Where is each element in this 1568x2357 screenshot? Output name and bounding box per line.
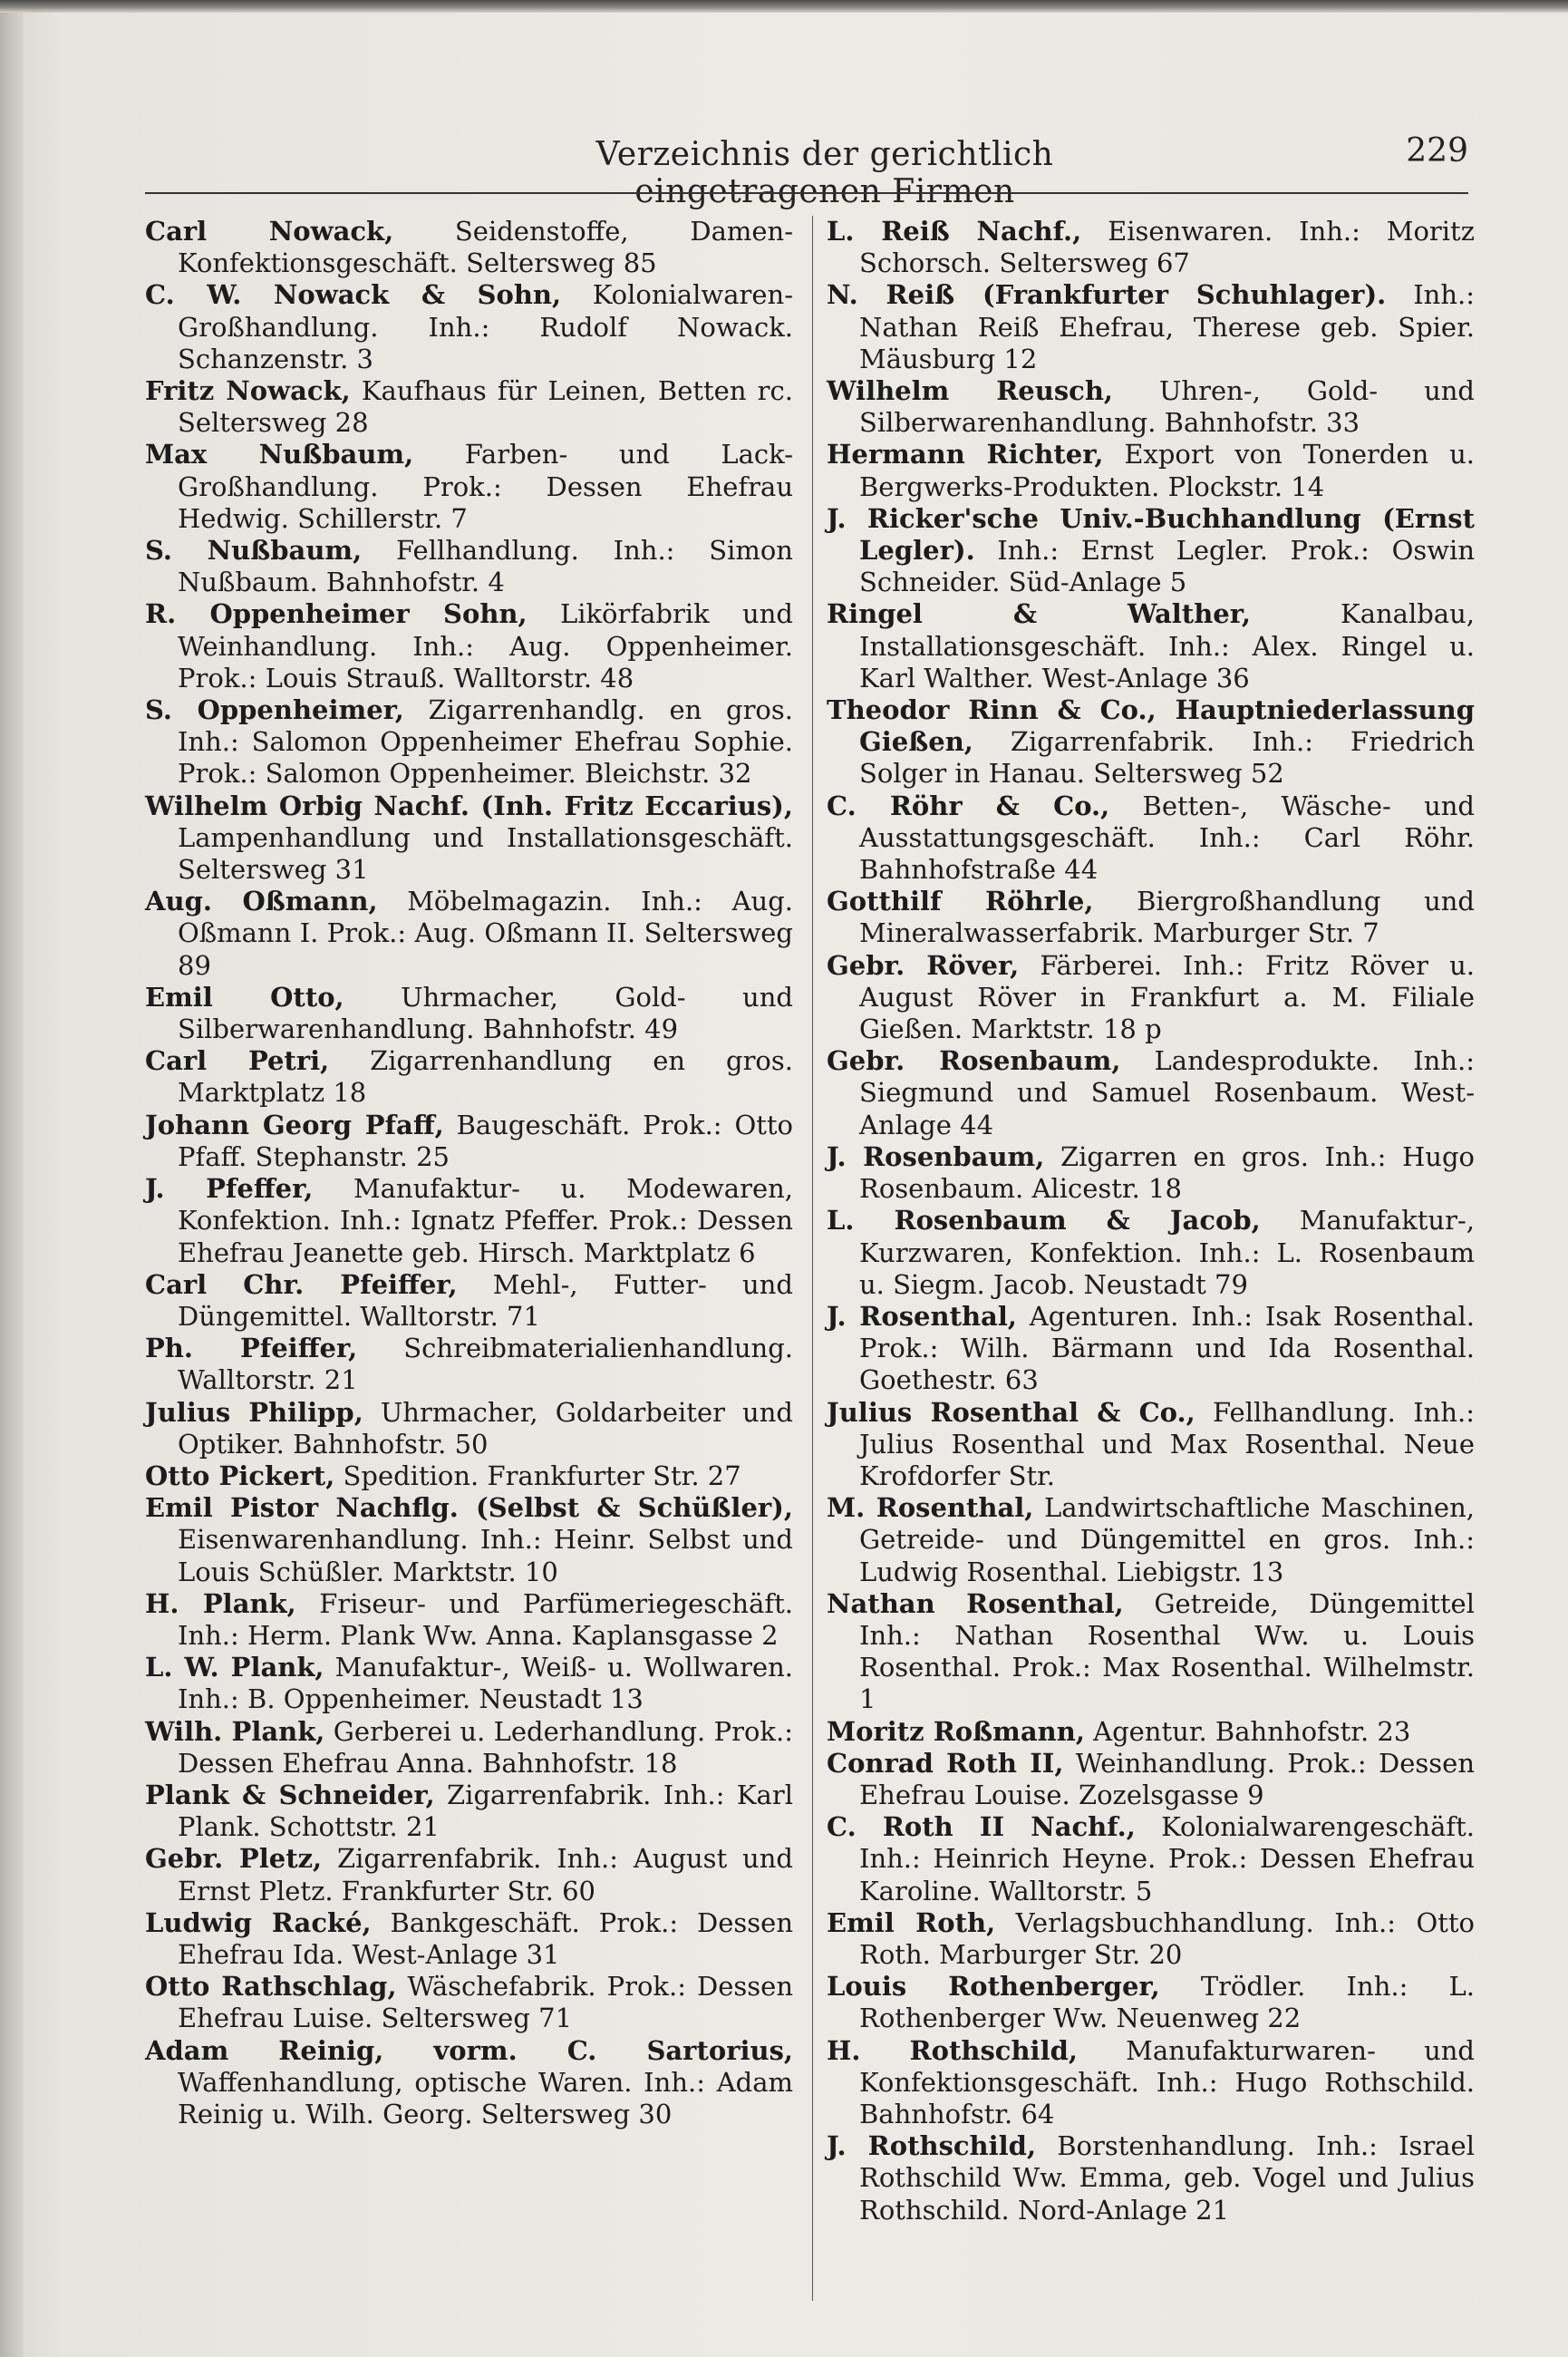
firm-name: J. Pfeffer,: [145, 1173, 314, 1205]
firm-entry: [827, 375, 1475, 439]
firm-entry: [827, 2130, 1475, 2226]
firm-entry: [827, 503, 1475, 599]
firm-name: L. W. Plank,: [145, 1652, 324, 1683]
firm-details: Zigarrenhandlg. en gros. Inh.: Salomon Oppenheimer Ehefrau Sophie. Prok.: Salomon Oppenheimer. Bleichstr. 32: [178, 694, 793, 790]
firm-name: Aug. Oßmann,: [145, 886, 378, 917]
firm-name: L. Rosenbaum & Jacob,: [827, 1205, 1261, 1237]
firm-details: Kolonialwarengeschäft. Inh.: Heinrich Heyne. Prok.: Dessen Ehefrau Karoline. Walltorstr. 5: [859, 1811, 1475, 1906]
firm-entry: [145, 1780, 793, 1843]
firm-details: Baugeschäft. Prok.: Otto Pfaff. Stephanstr. 25: [178, 1109, 793, 1172]
firm-entry: [827, 694, 1475, 791]
firm-entry: [827, 1811, 1475, 1907]
firm-details: Eisenwarenhandlung. Inh.: Heinr. Selbst und Louis Schüßler. Marktstr. 10: [178, 1524, 793, 1587]
firm-entry: [827, 439, 1475, 502]
firm-name: Emil Otto,: [145, 981, 344, 1013]
firm-details: Getreide, Düngemittel Inh.: Nathan Rosenthal Ww. u. Louis Rosenthal. Prok.: Max Rosenthal. Wilhelmstr. 1: [859, 1587, 1475, 1715]
firm-entry: [145, 1843, 793, 1906]
firm-entry: [827, 950, 1475, 1046]
firm-details: Manufakturwaren- und Konfektionsgeschäft. Inh.: Hugo Rothschild. Bahnhofstr. 64: [859, 2034, 1475, 2129]
firm-name: J. Ricker'sche Univ.-Buchhandlung (Ernst Legler).: [827, 502, 1475, 567]
firm-name: Ringel & Walther,: [827, 598, 1252, 630]
firm-entry: [827, 1907, 1475, 1971]
firm-name: Otto Pickert,: [145, 1460, 335, 1491]
firm-name: Emil Pistor Nachflg. (Selbst & Schüßler),: [145, 1492, 793, 1524]
firm-details: Zigarren en gros. Inh.: Hugo Rosenbaum. Alicestr. 18: [859, 1140, 1475, 1205]
firm-details: Mehl-, Futter- und Düngemittel. Walltorstr. 71: [178, 1268, 793, 1332]
firm-details: Manufaktur-, Kurzwaren, Konfektion. Inh.: L. Rosenbaum u. Siegm. Jacob. Neustadt 79: [859, 1205, 1475, 1300]
firm-name: Gotthilf Röhrle,: [827, 886, 1094, 917]
firm-entry: [145, 1110, 793, 1173]
firm-name: C. Röhr & Co.,: [827, 790, 1110, 821]
firm-entry: [145, 1045, 793, 1109]
firm-entry: [145, 886, 793, 982]
firm-name: Louis Rothenberger,: [827, 1971, 1160, 2003]
firm-details: Inh.: Ernst Legler. Prok.: Oswin Schneider. Süd-Anlage 5: [859, 535, 1475, 598]
running-header-title: Verzeichnis der gerichtlich eingetragenen Firmen: [595, 136, 1054, 210]
firm-details: Eisenwaren. Inh.: Moritz Schorsch. Seltersweg 67: [859, 216, 1475, 279]
firm-entry: [145, 982, 793, 1045]
firm-name: Nathan Rosenthal,: [827, 1587, 1124, 1619]
firm-name: Ph. Pfeiffer,: [145, 1333, 358, 1364]
firm-details: Export von Tonerden u. Bergwerks-Produkten. Plockstr. 14: [859, 439, 1476, 502]
firm-entry: [827, 1588, 1475, 1716]
firm-details: Fellhandlung. Inh.: Julius Rosenthal und Max Rosenthal. Neue Krofdorfer Str.: [859, 1396, 1475, 1491]
firm-entry: [827, 1492, 1475, 1588]
firm-entry: [827, 1971, 1475, 2034]
firm-details: Borstenhandlung. Inh.: Israel Rothschild Ww. Emma, geb. Vogel und Julius Rothschild. Nord-Anlage 21: [859, 2130, 1475, 2226]
firm-name: J. Rosenthal,: [827, 1300, 1017, 1332]
firm-name: Ludwig Racké,: [145, 1906, 372, 1938]
page-gutter-shadow: [0, 0, 24, 2357]
firm-details: Fellhandlung. Inh.: Simon Nußbaum. Bahnhofstr. 4: [178, 535, 793, 598]
firm-name: Conrad Roth II,: [827, 1747, 1064, 1779]
firm-details: Biergroßhandlung und Mineralwasserfabrik. Marburger Str. 7: [859, 886, 1475, 949]
firm-details: Weinhandlung. Prok.: Dessen Ehefrau Louise. Zozelsgasse 9: [859, 1747, 1475, 1810]
firm-entry: [827, 279, 1475, 375]
firm-details: Kolonialwaren-Großhandlung. Inh.: Rudolf Nowack. Schanzenstr. 3: [178, 279, 793, 374]
firm-details: Färberei. Inh.: Fritz Röver u. August Röver in Frankfurt a. M. Filiale Gießen. Marktstr. 18 p: [859, 949, 1475, 1045]
firm-entry: [827, 1205, 1475, 1301]
firm-details: Likörfabrik und Weinhandlung. Inh.: Aug. Oppenheimer. Prok.: Louis Strauß. Walltorstr. 48: [178, 598, 793, 694]
firm-entry: [827, 1301, 1475, 1397]
firm-name: R. Oppenheimer Sohn,: [145, 598, 528, 630]
firm-details: Möbelmagazin. Inh.: Aug. Oßmann I. Prok.: Aug. Oßmann II. Seltersweg 89: [178, 886, 793, 981]
firm-name: C. W. Nowack & Sohn,: [145, 279, 562, 311]
firm-details: Agenturen. Inh.: Isak Rosenthal. Prok.: Wilh. Bärmann und Ida Rosenthal. Goethestr. 63: [859, 1300, 1475, 1396]
firm-details: Landesprodukte. Inh.: Siegmund und Samuel Rosenbaum. West-Anlage 44: [859, 1045, 1476, 1140]
firm-name: Hermann Richter,: [827, 439, 1104, 470]
firm-details: Gerberei u. Lederhandlung. Prok.: Dessen Ehefrau Anna. Bahnhofstr. 18: [178, 1715, 793, 1779]
firm-entry: [145, 1397, 793, 1460]
firm-name: Julius Rosenthal & Co.,: [827, 1396, 1195, 1428]
firm-entry: [827, 1141, 1475, 1205]
firm-name: J. Rosenbaum,: [827, 1140, 1045, 1172]
firm-entry: [145, 694, 793, 791]
firm-details: Kaufhaus für Leinen, Betten rc. Seltersweg 28: [178, 375, 793, 439]
firm-details: Zigarrenfabrik. Inh.: Friedrich Solger in Hanau. Seltersweg 52: [859, 726, 1475, 790]
firm-details: Uhrmacher, Goldarbeiter und Optiker. Bahnhofstr. 50: [178, 1396, 793, 1460]
firm-details: Schreibmaterialienhandlung. Walltorstr. 21: [178, 1333, 793, 1396]
firm-name: Theodor Rinn & Co., Hauptniederlassung Gießen,: [827, 694, 1475, 758]
firm-details: Spedition. Frankfurter Str. 27: [334, 1460, 741, 1491]
firm-entry: [827, 1397, 1475, 1493]
firm-name: Gebr. Rosenbaum,: [827, 1045, 1121, 1077]
firm-name: Gebr. Röver,: [827, 949, 1020, 981]
firm-entry: [145, 1588, 793, 1652]
firm-name: Emil Roth,: [827, 1906, 996, 1938]
firm-details: Uhrmacher, Gold- und Silberwarenhandlung. Bahnhofstr. 49: [178, 981, 793, 1045]
firm-entry: [145, 1269, 793, 1333]
firm-name: S. Nußbaum,: [145, 535, 363, 567]
firm-name: Wilhelm Reusch,: [827, 375, 1113, 407]
firm-entry: [145, 1716, 793, 1780]
firm-name: Fritz Nowack,: [145, 375, 351, 407]
firm-name: H. Plank,: [145, 1587, 296, 1619]
left-column: [145, 216, 793, 2130]
firm-name: L. Reiß Nachf.,: [827, 216, 1082, 247]
firm-name: Johann Georg Pfaff,: [145, 1109, 444, 1140]
firm-details: Trödler. Inh.: L. Rothenberger Ww. Neuenweg 22: [859, 1971, 1475, 2034]
header-rule: [145, 192, 1468, 194]
firm-name: Otto Rathschlag,: [145, 1971, 397, 2003]
firm-name: H. Rothschild,: [827, 2034, 1078, 2066]
firm-name: J. Rothschild,: [827, 2130, 1037, 2162]
firm-entry: [145, 791, 793, 887]
firm-name: C. Roth II Nachf.,: [827, 1811, 1136, 1843]
firm-details: Betten-, Wäsche- und Ausstattungsgeschäft. Inh.: Carl Röhr. Bahnhofstraße 44: [859, 790, 1475, 886]
firm-details: Agentur. Bahnhofstr. 23: [1084, 1715, 1411, 1747]
firm-details: Manufaktur-, Weiß- u. Wollwaren. Inh.: B. Oppenheimer. Neustadt 13: [178, 1652, 793, 1715]
firm-details: Waffenhandlung, optische Waren. Inh.: Adam Reinig u. Wilh. Georg. Seltersweg 30: [178, 2066, 793, 2129]
firm-details: Zigarrenhandlung en gros. Marktplatz 18: [178, 1045, 793, 1109]
firm-entry: [827, 598, 1475, 694]
firm-entry: [145, 598, 793, 694]
firm-entry: [827, 1748, 1475, 1811]
firm-name: Moritz Roßmann,: [827, 1715, 1085, 1747]
firm-entry: [827, 1716, 1475, 1748]
firm-details: Manufaktur- u. Modewaren, Konfektion. Inh.: Ignatz Pfeffer. Prok.: Dessen Ehefrau Jeanette geb. Hirsch. Marktplatz 6: [178, 1173, 793, 1268]
firm-details: Farben- und Lack-Großhandlung. Prok.: Dessen Ehefrau Hedwig. Schillerstr. 7: [178, 439, 794, 534]
firm-entry: [145, 535, 793, 598]
firm-name: N. Reiß (Frankfurter Schuhlager).: [827, 279, 1387, 311]
column-divider: [812, 216, 813, 2301]
firm-entry: [827, 791, 1475, 887]
firm-name: Adam Reinig, vorm. C. Sartorius,: [145, 2034, 793, 2066]
firm-details: Landwirtschaftliche Maschinen, Getreide- und Düngemittel en gros. Inh.: Ludwig Rosenthal. Liebigstr. 13: [859, 1492, 1475, 1587]
firm-entry: [145, 1652, 793, 1715]
firm-details: Bankgeschäft. Prok.: Dessen Ehefrau Ida. West-Anlage 31: [178, 1906, 793, 1970]
firm-entry: [145, 279, 793, 375]
firm-name: Max Nußbaum,: [145, 439, 414, 470]
firm-entry: [145, 1173, 793, 1269]
firm-details: Inh.: Nathan Reiß Ehefrau, Therese geb. Spier. Mäusburg 12: [859, 279, 1475, 374]
firm-name: Plank & Schneider,: [145, 1779, 435, 1810]
firm-entry: [145, 1907, 793, 1971]
firm-name: Carl Nowack,: [145, 216, 394, 247]
firm-details: Seidenstoffe, Damen-Konfektionsgeschäft. Seltersweg 85: [178, 216, 793, 279]
firm-name: Gebr. Pletz,: [145, 1843, 323, 1875]
firm-entry: [145, 1492, 793, 1588]
firm-details: Lampenhandlung und Installationsgeschäft. Seltersweg 31: [178, 821, 793, 886]
firm-entry: [827, 1045, 1475, 1141]
firm-entry: [145, 1333, 793, 1396]
firm-name: S. Oppenheimer,: [145, 694, 404, 726]
firm-details: Uhren-, Gold- und Silberwarenhandlung. Bahnhofstr. 33: [859, 375, 1475, 439]
firm-details: Kanalbau, Installationsgeschäft. Inh.: Alex. Ringel u. Karl Walther. West-Anlage 36: [859, 598, 1475, 694]
firm-details: Zigarrenfabrik. Inh.: August und Ernst Pletz. Frankfurter Str. 60: [178, 1843, 793, 1906]
firm-entry: [145, 2035, 793, 2131]
firm-entry: [145, 375, 793, 439]
firm-name: Carl Chr. Pfeiffer,: [145, 1268, 458, 1300]
firm-name: Carl Petri,: [145, 1045, 330, 1077]
firm-details: Zigarrenfabrik. Inh.: Karl Plank. Schottstr. 21: [178, 1779, 793, 1843]
firm-entry: [145, 1460, 793, 1492]
firm-entry: [145, 216, 793, 279]
firm-details: Verlagsbuchhandlung. Inh.: Otto Roth. Marburger Str. 20: [859, 1906, 1475, 1970]
firm-details: Friseur- und Parfümeriegeschäft. Inh.: Herm. Plank Ww. Anna. Kaplansgasse 2: [178, 1587, 793, 1651]
firm-details: Wäschefabrik. Prok.: Dessen Ehefrau Luise. Seltersweg 71: [178, 1971, 794, 2034]
page-number: 229: [1406, 132, 1468, 170]
firm-name: Wilh. Plank,: [145, 1715, 325, 1747]
firm-entry: [145, 439, 793, 535]
firm-entry: [145, 1971, 793, 2034]
firm-entry: [827, 886, 1475, 949]
right-column: [827, 216, 1475, 2226]
firm-entry: [827, 216, 1475, 279]
firm-name: Julius Philipp,: [145, 1396, 363, 1428]
firm-name: Wilhelm Orbig Nachf. (Inh. Fritz Eccarius),: [145, 790, 793, 821]
firm-name: M. Rosenthal,: [827, 1492, 1034, 1524]
firm-entry: [827, 2035, 1475, 2131]
page-top-edge: [0, 0, 1568, 13]
